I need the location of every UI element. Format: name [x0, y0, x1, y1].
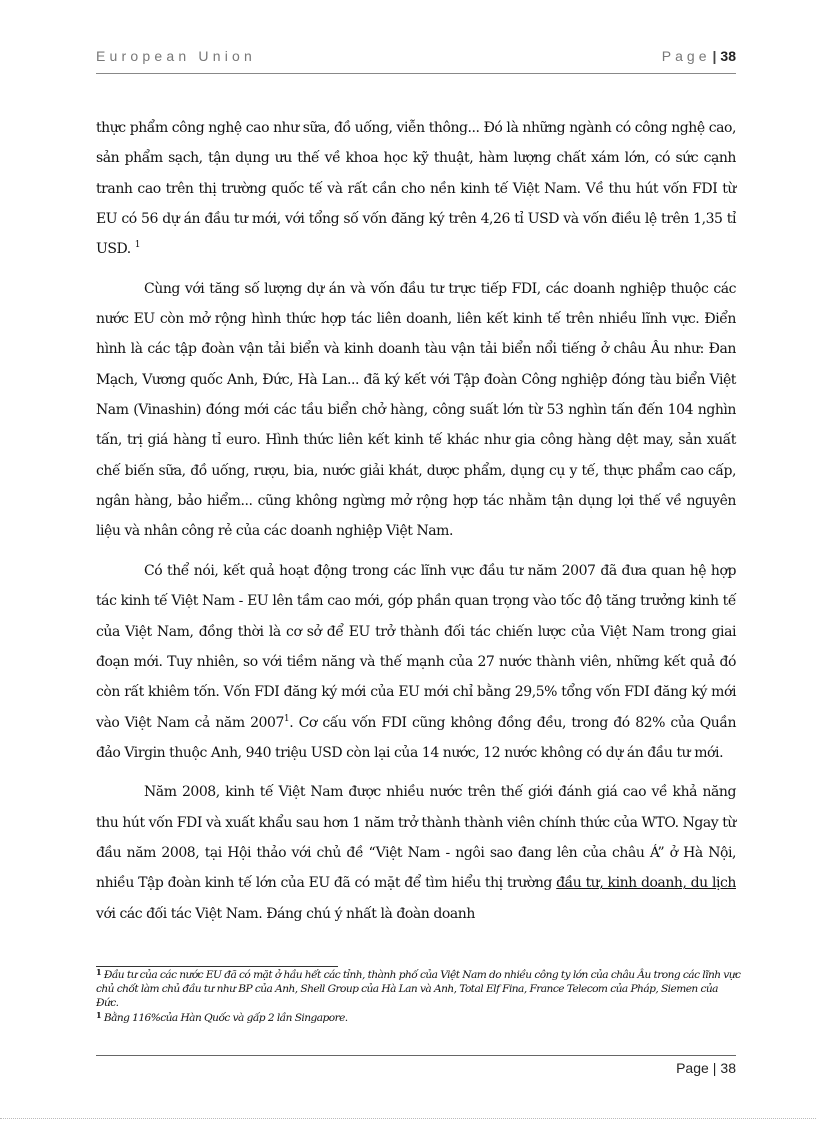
footer-page-number: 38	[720, 1060, 736, 1076]
header-page-number: 38	[720, 48, 736, 64]
header-divider	[96, 73, 736, 74]
paragraph-3-text-b: . Cơ cấu vốn FDI cũng không đồng đều, trong đó 82% của Quần đảo Virgin thuộc Anh, 940 triệu USD còn lại của 14 nước, 12 nước không có dự án đầu tư mới.	[96, 714, 737, 761]
paragraph-4-text-a: Năm 2008, kinh tế Việt Nam được nhiều nước trên thế giới đánh giá cao về khả năng thu hút vốn FDI và xuất khẩu sau hơn 1 năm trở thành thành viên chính thức của WTO. Ngay từ đầu năm 2008, tại Hội thảo với chủ đề “Việt Nam - ngôi sao đang lên của châu Á” ở Hà Nội, nhiều Tập đoàn kinh tế lớn của EU đã có mặt để tìm hiểu thị trường	[96, 784, 736, 892]
footnote-1-marker: 1	[96, 967, 102, 977]
page-header	[96, 46, 736, 70]
header-title: European Union	[96, 48, 256, 64]
footnote-1-text: Đầu tư của các nước EU đã có mặt ở hầu hết các tỉnh, thành phố của Việt Nam do nhiều công ty lớn của châu Âu trong các lĩnh vực chủ chốt làm chủ đầu tư như BP của Anh, Shell Group của Hà Lan và Anh, Total Elf Fina, France Telecom của Pháp, Siemen của Đức.	[96, 969, 741, 1010]
footnote-2	[96, 1011, 741, 1025]
page-edge	[0, 1118, 816, 1119]
footer-separator: |	[712, 1060, 717, 1076]
footer-divider	[96, 1055, 736, 1056]
paragraph-2-text: Cùng với tăng số lượng dự án và vốn đầu tư trực tiếp FDI, các doanh nghiệp thuộc các nước EU còn mở rộng hình thức hợp tác liên doanh, liên kết kinh tế trên nhiều lĩnh vực. Điển hình là các tập đoàn vận tải biển và kinh doanh tàu vận tải biển nổi tiếng ở châu Âu như: Đan Mạch, Vương quốc Anh, Đức, Hà Lan... đã ký kết với Tập đoàn Công nghiệp đóng tàu biển Việt Nam (Vinashin) đóng mới các tầu biển chở hàng, công suất lớn từ 53 nghìn tấn đến 104 nghìn tấn, trị giá hàng tỉ euro. Hình thức liên kết kinh tế khác như gia công hàng dệt may, sản xuất chế biến sữa, đồ uống, rượu, bia, nước giải khát, dược phẩm, dụng cụ y tế, thực phẩm cao cấp, ngân hàng, bảo hiểm... cũng không ngừng mở rộng hợp tác nhằm tận dụng lợi thế về nguyên liệu và nhân công rẻ của các doanh nghiệp Việt Nam.	[96, 280, 736, 540]
footer-page-label: Page	[676, 1060, 709, 1076]
paragraph-1-text: thực phẩm công nghệ cao như sữa, đồ uống, viễn thông... Đó là những ngành có công nghệ cao, sản phẩm sạch, tận dụng ưu thế về khoa học kỹ thuật, hàm lượng chất xám lớn, có sức cạnh tranh cao trên thị trường quốc tế và rất cần cho nền kinh tế Việt Nam. Về thu hút vốn FDI từ EU có 56 dự án đầu tư mới, với tổng số vốn đăng ký trên 4,26 tỉ USD và vốn điều lệ trên 1,35 tỉ USD.	[96, 120, 736, 258]
header-page-indicator	[662, 48, 736, 64]
main-body	[96, 113, 736, 929]
header-separator: |	[712, 48, 717, 64]
header-page-label: Page	[661, 48, 711, 64]
footnote-2-text: Bằng 116%của Hàn Quốc và gấp 2 lần Singapore.	[101, 1011, 348, 1024]
footnote-ref-2[interactable]: 1	[283, 713, 290, 724]
paragraph-2	[96, 274, 736, 547]
underlined-phrase: đầu tư, kinh doanh, du lịch	[556, 875, 736, 892]
page-footer	[96, 1060, 736, 1080]
paragraph-3-text-a: Có thể nói, kết quả hoạt động trong các lĩnh vực đầu tư năm 2007 đã đưa quan hệ hợp tác kinh tế Việt Nam - EU lên tầm cao mới, góp phần quan trọng vào tốc độ tăng trưởng kinh tế của Việt Nam, đồng thời là cơ sở để EU trở thành đối tác chiến lược của Việt Nam trong giai đoạn mới. Tuy nhiên, so với tiềm năng và thế mạnh của 27 nước thành viên, những kết quả đó còn rất khiêm tốn. Vốn FDI đăng ký mới của EU mới chỉ bằng 29,5% tổng vốn FDI đăng ký mới vào Việt Nam cả năm 2007	[96, 562, 736, 731]
paragraph-3	[96, 556, 736, 768]
paragraph-4-text-b: với các đối tác Việt Nam. Đáng chú ý nhất là đoàn doanh	[96, 905, 475, 922]
footnotes	[96, 968, 741, 1025]
footnote-2-marker: 1	[96, 1009, 102, 1020]
paragraph-1	[96, 113, 736, 265]
footnote-ref-1[interactable]: 1	[134, 240, 141, 251]
paragraph-4	[96, 777, 736, 929]
footnote-1	[96, 968, 741, 1011]
footnote-divider	[96, 966, 338, 967]
